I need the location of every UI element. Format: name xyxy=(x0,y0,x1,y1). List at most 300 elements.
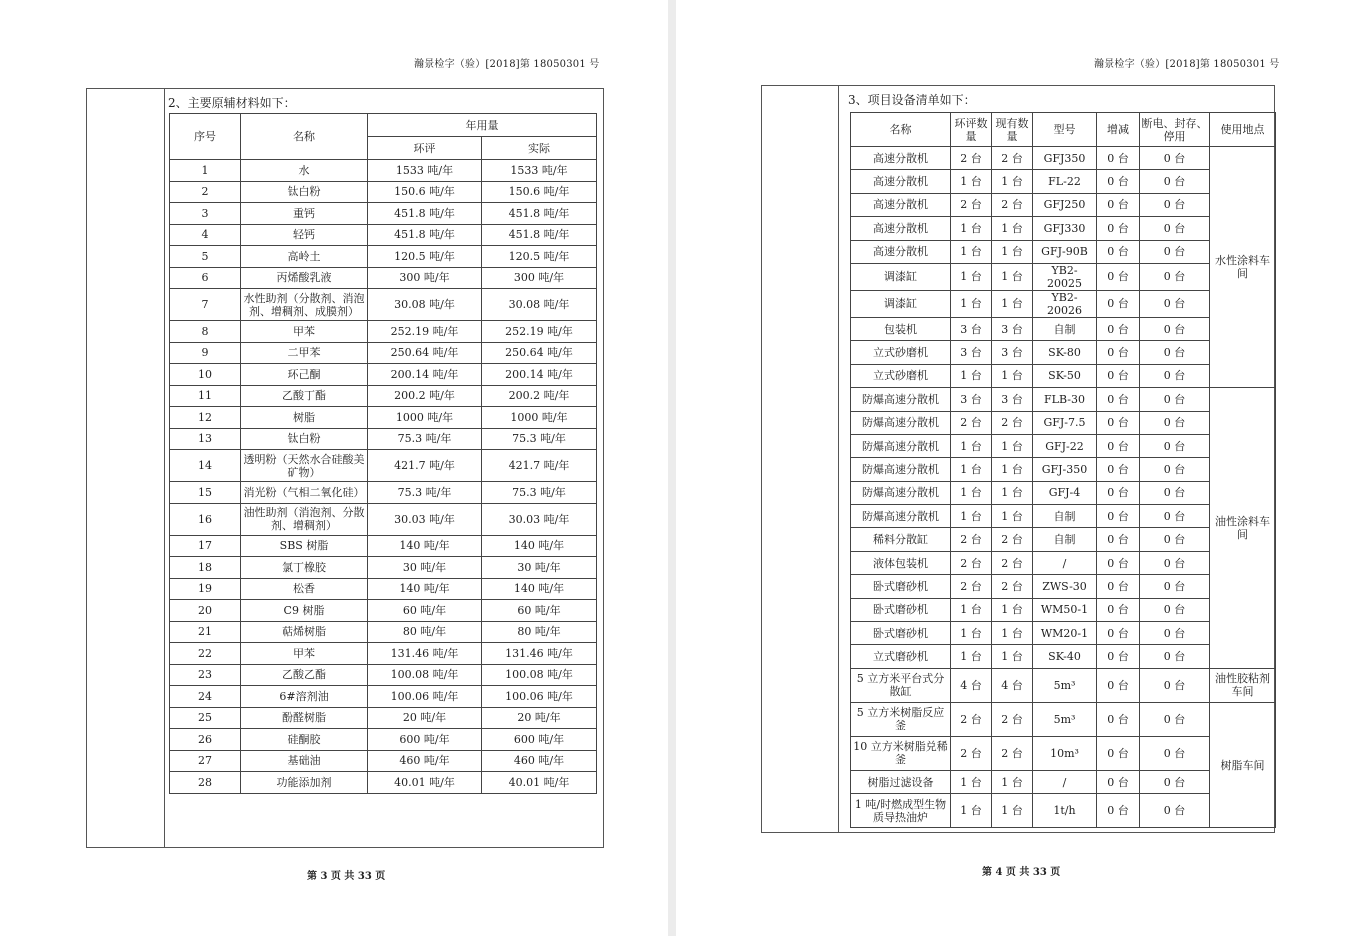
cell-actual: 140 吨/年 xyxy=(482,535,597,557)
cell-actual: 600 吨/年 xyxy=(482,729,597,751)
cell-model: GFJ-350 xyxy=(1033,458,1097,481)
cell-name: 乙酸丁酯 xyxy=(241,385,368,407)
cell-stopped: 0 台 xyxy=(1140,528,1210,551)
cell-name: 调漆缸 xyxy=(851,263,951,290)
cell-name: 高速分散机 xyxy=(851,170,951,193)
cell-eia-qty: 2 台 xyxy=(951,193,992,216)
cell-eia-qty: 1 台 xyxy=(951,505,992,528)
cell-location: 树脂车间 xyxy=(1210,702,1276,827)
cell-name: 防爆高速分散机 xyxy=(851,411,951,434)
section-title: 3、项目设备清单如下： xyxy=(848,93,976,107)
cell-eia: 1533 吨/年 xyxy=(368,160,482,182)
cell-name: 高速分散机 xyxy=(851,217,951,240)
cell-name: 松香 xyxy=(241,578,368,600)
cell-eia: 40.01 吨/年 xyxy=(368,772,482,794)
table-header-row xyxy=(170,114,597,137)
cell-name: 萜烯树脂 xyxy=(241,621,368,643)
cell-eia: 75.3 吨/年 xyxy=(368,482,482,504)
cell-eia: 100.06 吨/年 xyxy=(368,686,482,708)
cell-no: 18 xyxy=(170,557,241,579)
cell-change: 0 台 xyxy=(1097,505,1140,528)
cell-name: 基础油 xyxy=(241,750,368,772)
cell-stopped: 0 台 xyxy=(1140,240,1210,263)
cell-cur-qty: 1 台 xyxy=(992,794,1033,828)
cell-model: GFJ-7.5 xyxy=(1033,411,1097,434)
col-cur-qty: 现有数量 xyxy=(992,113,1033,147)
cell-change: 0 台 xyxy=(1097,170,1140,193)
cell-eia: 200.2 吨/年 xyxy=(368,385,482,407)
cell-change: 0 台 xyxy=(1097,147,1140,170)
cell-eia: 60 吨/年 xyxy=(368,600,482,622)
cell-eia-qty: 4 台 xyxy=(951,668,992,702)
cell-change: 0 台 xyxy=(1097,736,1140,770)
cell-no: 12 xyxy=(170,407,241,429)
table-header-row xyxy=(851,113,1276,147)
cell-cur-qty: 2 台 xyxy=(992,736,1033,770)
materials-table xyxy=(169,113,597,794)
cell-name: 防爆高速分散机 xyxy=(851,388,951,411)
cell-stopped: 0 台 xyxy=(1140,170,1210,193)
cell-name: 液体包装机 xyxy=(851,551,951,574)
cell-eia-qty: 1 台 xyxy=(951,458,992,481)
cell-eia-qty: 1 台 xyxy=(951,770,992,793)
cell-cur-qty: 4 台 xyxy=(992,668,1033,702)
cell-eia: 80 吨/年 xyxy=(368,621,482,643)
cell-actual: 252.19 吨/年 xyxy=(482,321,597,343)
cell-actual: 80 吨/年 xyxy=(482,621,597,643)
cell-stopped: 0 台 xyxy=(1140,147,1210,170)
cell-name: 树脂过滤设备 xyxy=(851,770,951,793)
cell-stopped: 0 台 xyxy=(1140,794,1210,828)
cell-actual: 100.06 吨/年 xyxy=(482,686,597,708)
cell-change: 0 台 xyxy=(1097,217,1140,240)
cell-name: 防爆高速分散机 xyxy=(851,505,951,528)
cell-eia: 300 吨/年 xyxy=(368,267,482,289)
cell-eia-qty: 1 台 xyxy=(951,434,992,457)
cell-no: 7 xyxy=(170,289,241,321)
table-row xyxy=(170,224,597,246)
cell-actual: 451.8 吨/年 xyxy=(482,224,597,246)
cell-model: SK-40 xyxy=(1033,645,1097,668)
cell-no: 11 xyxy=(170,385,241,407)
cell-name: 5 立方米树脂反应釜 xyxy=(851,702,951,736)
cell-no: 8 xyxy=(170,321,241,343)
cell-eia-qty: 1 台 xyxy=(951,263,992,290)
cell-change: 0 台 xyxy=(1097,702,1140,736)
cell-no: 1 xyxy=(170,160,241,182)
cell-actual: 30 吨/年 xyxy=(482,557,597,579)
cell-eia-qty: 2 台 xyxy=(951,551,992,574)
cell-cur-qty: 1 台 xyxy=(992,434,1033,457)
cell-name: 水 xyxy=(241,160,368,182)
cell-no: 6 xyxy=(170,267,241,289)
table-row xyxy=(851,388,1276,411)
cell-name: 1 吨/时燃成型生物质导热油炉 xyxy=(851,794,951,828)
cell-eia-qty: 2 台 xyxy=(951,702,992,736)
cell-actual: 300 吨/年 xyxy=(482,267,597,289)
cell-no: 22 xyxy=(170,643,241,665)
cell-cur-qty: 2 台 xyxy=(992,147,1033,170)
cell-actual: 100.08 吨/年 xyxy=(482,664,597,686)
document-page-4 xyxy=(676,0,1348,936)
cell-name: 高速分散机 xyxy=(851,193,951,216)
cell-stopped: 0 台 xyxy=(1140,645,1210,668)
cell-change: 0 台 xyxy=(1097,528,1140,551)
cell-location: 油性胶粘剂车间 xyxy=(1210,668,1276,702)
cell-actual: 150.6 吨/年 xyxy=(482,181,597,203)
cell-cur-qty: 1 台 xyxy=(992,481,1033,504)
table-row xyxy=(170,772,597,794)
cell-eia-qty: 1 台 xyxy=(951,481,992,504)
cell-name: 防爆高速分散机 xyxy=(851,434,951,457)
cell-eia-qty: 2 台 xyxy=(951,528,992,551)
col-name: 名称 xyxy=(241,114,368,160)
cell-stopped: 0 台 xyxy=(1140,505,1210,528)
table-row xyxy=(170,686,597,708)
cell-eia: 600 吨/年 xyxy=(368,729,482,751)
cell-actual: 1533 吨/年 xyxy=(482,160,597,182)
cell-eia: 30.03 吨/年 xyxy=(368,503,482,535)
cell-eia-qty: 1 台 xyxy=(951,290,992,317)
cell-eia: 30 吨/年 xyxy=(368,557,482,579)
cell-cur-qty: 2 台 xyxy=(992,551,1033,574)
cell-model: SK-80 xyxy=(1033,341,1097,364)
cell-model: 自制 xyxy=(1033,528,1097,551)
cell-no: 21 xyxy=(170,621,241,643)
cell-name: 立式砂磨机 xyxy=(851,364,951,387)
cell-change: 0 台 xyxy=(1097,622,1140,645)
cell-model: YB2-20026 xyxy=(1033,290,1097,317)
cell-location: 油性涂料车间 xyxy=(1210,388,1276,669)
cell-model: FL-22 xyxy=(1033,170,1097,193)
col-annual: 年用量 xyxy=(368,114,597,137)
cell-eia: 140 吨/年 xyxy=(368,578,482,600)
cell-actual: 460 吨/年 xyxy=(482,750,597,772)
cell-name: 酚醛树脂 xyxy=(241,707,368,729)
page-footer: 第 3 页 共 33 页 xyxy=(307,871,386,882)
cell-eia-qty: 1 台 xyxy=(951,598,992,621)
cell-eia-qty: 2 台 xyxy=(951,147,992,170)
cell-cur-qty: 2 台 xyxy=(992,702,1033,736)
cell-eia: 460 吨/年 xyxy=(368,750,482,772)
cell-actual: 451.8 吨/年 xyxy=(482,203,597,225)
cell-no: 26 xyxy=(170,729,241,751)
cell-name: 二甲苯 xyxy=(241,342,368,364)
table-row xyxy=(170,621,597,643)
cell-actual: 120.5 吨/年 xyxy=(482,246,597,268)
cell-model: 5m³ xyxy=(1033,702,1097,736)
cell-no: 9 xyxy=(170,342,241,364)
frame-divider xyxy=(164,88,165,848)
cell-eia-qty: 1 台 xyxy=(951,170,992,193)
cell-name: 立式磨砂机 xyxy=(851,645,951,668)
cell-eia-qty: 1 台 xyxy=(951,622,992,645)
col-eia-qty: 环评数量 xyxy=(951,113,992,147)
cell-eia-qty: 2 台 xyxy=(951,736,992,770)
cell-cur-qty: 1 台 xyxy=(992,770,1033,793)
cell-name: 透明粉（天然水合硅酸美矿物） xyxy=(241,450,368,482)
cell-stopped: 0 台 xyxy=(1140,458,1210,481)
col-eia: 环评 xyxy=(368,137,482,160)
page-header: 瀚景检字（验）[2018]第 18050301 号 xyxy=(1094,59,1280,70)
cell-actual: 30.08 吨/年 xyxy=(482,289,597,321)
cell-no: 24 xyxy=(170,686,241,708)
col-change: 增减 xyxy=(1097,113,1140,147)
cell-no: 17 xyxy=(170,535,241,557)
cell-model: WM20-1 xyxy=(1033,622,1097,645)
table-row xyxy=(170,407,597,429)
cell-cur-qty: 3 台 xyxy=(992,388,1033,411)
cell-name: 氯丁橡胶 xyxy=(241,557,368,579)
cell-eia: 252.19 吨/年 xyxy=(368,321,482,343)
cell-stopped: 0 台 xyxy=(1140,193,1210,216)
page-footer: 第 4 页 共 33 页 xyxy=(982,867,1061,878)
cell-no: 19 xyxy=(170,578,241,600)
cell-change: 0 台 xyxy=(1097,341,1140,364)
col-stopped: 断电、封存、停用 xyxy=(1140,113,1210,147)
cell-no: 28 xyxy=(170,772,241,794)
cell-no: 10 xyxy=(170,364,241,386)
cell-model: / xyxy=(1033,770,1097,793)
cell-cur-qty: 1 台 xyxy=(992,263,1033,290)
cell-change: 0 台 xyxy=(1097,263,1140,290)
table-row xyxy=(170,385,597,407)
cell-name: 高速分散机 xyxy=(851,240,951,263)
cell-eia-qty: 3 台 xyxy=(951,341,992,364)
cell-cur-qty: 1 台 xyxy=(992,170,1033,193)
cell-name: 高岭土 xyxy=(241,246,368,268)
cell-cur-qty: 3 台 xyxy=(992,317,1033,340)
cell-model: GFJ-22 xyxy=(1033,434,1097,457)
cell-no: 23 xyxy=(170,664,241,686)
table-row xyxy=(170,557,597,579)
cell-no: 3 xyxy=(170,203,241,225)
col-name: 名称 xyxy=(851,113,951,147)
cell-model: GFJ350 xyxy=(1033,147,1097,170)
table-row xyxy=(170,503,597,535)
cell-cur-qty: 2 台 xyxy=(992,411,1033,434)
cell-stopped: 0 台 xyxy=(1140,481,1210,504)
table-row xyxy=(170,267,597,289)
cell-stopped: 0 台 xyxy=(1140,364,1210,387)
cell-name: 钛白粉 xyxy=(241,181,368,203)
cell-model: YB2-20025 xyxy=(1033,263,1097,290)
cell-change: 0 台 xyxy=(1097,551,1140,574)
cell-name: 树脂 xyxy=(241,407,368,429)
cell-model: / xyxy=(1033,551,1097,574)
cell-name: 油性助剂（消泡剂、分散剂、增稠剂） xyxy=(241,503,368,535)
cell-model: 自制 xyxy=(1033,505,1097,528)
cell-actual: 1000 吨/年 xyxy=(482,407,597,429)
cell-name: 卧式磨砂机 xyxy=(851,598,951,621)
cell-change: 0 台 xyxy=(1097,193,1140,216)
cell-actual: 140 吨/年 xyxy=(482,578,597,600)
cell-change: 0 台 xyxy=(1097,598,1140,621)
cell-stopped: 0 台 xyxy=(1140,668,1210,702)
cell-name: 环己酮 xyxy=(241,364,368,386)
cell-actual: 200.2 吨/年 xyxy=(482,385,597,407)
cell-actual: 40.01 吨/年 xyxy=(482,772,597,794)
cell-name: 甲苯 xyxy=(241,321,368,343)
table-row xyxy=(851,668,1276,702)
cell-stopped: 0 台 xyxy=(1140,411,1210,434)
cell-eia: 131.46 吨/年 xyxy=(368,643,482,665)
cell-eia-qty: 2 台 xyxy=(951,411,992,434)
table-row xyxy=(170,203,597,225)
cell-eia-qty: 1 台 xyxy=(951,240,992,263)
cell-change: 0 台 xyxy=(1097,575,1140,598)
cell-name: 6#溶剂油 xyxy=(241,686,368,708)
cell-eia: 451.8 吨/年 xyxy=(368,224,482,246)
cell-model: FLB-30 xyxy=(1033,388,1097,411)
table-row xyxy=(170,364,597,386)
cell-cur-qty: 1 台 xyxy=(992,645,1033,668)
cell-eia-qty: 1 台 xyxy=(951,645,992,668)
page-header: 瀚景检字（验）[2018]第 18050301 号 xyxy=(414,59,600,70)
cell-change: 0 台 xyxy=(1097,240,1140,263)
table-row xyxy=(170,535,597,557)
table-row xyxy=(170,729,597,751)
cell-change: 0 台 xyxy=(1097,411,1140,434)
cell-stopped: 0 台 xyxy=(1140,263,1210,290)
cell-eia: 200.14 吨/年 xyxy=(368,364,482,386)
cell-eia-qty: 1 台 xyxy=(951,217,992,240)
cell-eia: 30.08 吨/年 xyxy=(368,289,482,321)
cell-name: 乙酸乙酯 xyxy=(241,664,368,686)
cell-model: GFJ330 xyxy=(1033,217,1097,240)
cell-no: 16 xyxy=(170,503,241,535)
table-row xyxy=(851,702,1276,736)
cell-stopped: 0 台 xyxy=(1140,736,1210,770)
cell-change: 0 台 xyxy=(1097,317,1140,340)
section-title: 2、主要原辅材料如下： xyxy=(168,96,296,110)
table-row xyxy=(170,578,597,600)
cell-actual: 20 吨/年 xyxy=(482,707,597,729)
cell-eia-qty: 1 台 xyxy=(951,364,992,387)
cell-eia: 100.08 吨/年 xyxy=(368,664,482,686)
cell-stopped: 0 台 xyxy=(1140,598,1210,621)
col-no: 序号 xyxy=(170,114,241,160)
col-actual: 实际 xyxy=(482,137,597,160)
cell-cur-qty: 3 台 xyxy=(992,341,1033,364)
cell-name: 丙烯酸乳液 xyxy=(241,267,368,289)
cell-change: 0 台 xyxy=(1097,388,1140,411)
cell-name: 防爆高速分散机 xyxy=(851,481,951,504)
cell-change: 0 台 xyxy=(1097,645,1140,668)
cell-eia: 250.64 吨/年 xyxy=(368,342,482,364)
cell-stopped: 0 台 xyxy=(1140,622,1210,645)
cell-name: 轻钙 xyxy=(241,224,368,246)
cell-eia: 140 吨/年 xyxy=(368,535,482,557)
cell-change: 0 台 xyxy=(1097,794,1140,828)
cell-eia: 150.6 吨/年 xyxy=(368,181,482,203)
cell-stopped: 0 台 xyxy=(1140,770,1210,793)
col-location: 使用地点 xyxy=(1210,113,1276,147)
cell-name: 卧式磨砂机 xyxy=(851,575,951,598)
cell-actual: 30.03 吨/年 xyxy=(482,503,597,535)
table-row xyxy=(170,643,597,665)
cell-model: GFJ-90B xyxy=(1033,240,1097,263)
equipment-table xyxy=(850,112,1276,828)
cell-change: 0 台 xyxy=(1097,481,1140,504)
cell-actual: 75.3 吨/年 xyxy=(482,428,597,450)
table-row xyxy=(851,147,1276,170)
cell-name: 甲苯 xyxy=(241,643,368,665)
cell-model: GFJ-4 xyxy=(1033,481,1097,504)
cell-actual: 60 吨/年 xyxy=(482,600,597,622)
table-row xyxy=(170,289,597,321)
cell-name: 稀料分散缸 xyxy=(851,528,951,551)
cell-name: 重钙 xyxy=(241,203,368,225)
cell-cur-qty: 1 台 xyxy=(992,240,1033,263)
cell-name: 10 立方米树脂兑稀釜 xyxy=(851,736,951,770)
cell-model: 自制 xyxy=(1033,317,1097,340)
cell-cur-qty: 2 台 xyxy=(992,528,1033,551)
table-row xyxy=(170,450,597,482)
cell-name: 包装机 xyxy=(851,317,951,340)
cell-name: 水性助剂（分散剂、消泡剂、增稠剂、成膜剂） xyxy=(241,289,368,321)
cell-change: 0 台 xyxy=(1097,290,1140,317)
cell-change: 0 台 xyxy=(1097,434,1140,457)
cell-stopped: 0 台 xyxy=(1140,551,1210,574)
cell-cur-qty: 2 台 xyxy=(992,575,1033,598)
cell-eia-qty: 3 台 xyxy=(951,317,992,340)
cell-eia: 120.5 吨/年 xyxy=(368,246,482,268)
cell-name: 高速分散机 xyxy=(851,147,951,170)
table-row xyxy=(170,181,597,203)
cell-no: 15 xyxy=(170,482,241,504)
cell-eia: 421.7 吨/年 xyxy=(368,450,482,482)
cell-change: 0 台 xyxy=(1097,364,1140,387)
cell-eia: 20 吨/年 xyxy=(368,707,482,729)
table-row xyxy=(170,482,597,504)
cell-cur-qty: 1 台 xyxy=(992,364,1033,387)
cell-model: 5m³ xyxy=(1033,668,1097,702)
cell-cur-qty: 2 台 xyxy=(992,193,1033,216)
cell-name: C9 树脂 xyxy=(241,600,368,622)
cell-stopped: 0 台 xyxy=(1140,317,1210,340)
cell-name: 钛白粉 xyxy=(241,428,368,450)
cell-no: 4 xyxy=(170,224,241,246)
cell-cur-qty: 1 台 xyxy=(992,505,1033,528)
table-row xyxy=(170,246,597,268)
cell-no: 27 xyxy=(170,750,241,772)
cell-model: GFJ250 xyxy=(1033,193,1097,216)
cell-change: 0 台 xyxy=(1097,770,1140,793)
cell-actual: 250.64 吨/年 xyxy=(482,342,597,364)
cell-cur-qty: 1 台 xyxy=(992,290,1033,317)
cell-actual: 200.14 吨/年 xyxy=(482,364,597,386)
cell-stopped: 0 台 xyxy=(1140,575,1210,598)
cell-model: ZWS-30 xyxy=(1033,575,1097,598)
cell-cur-qty: 1 台 xyxy=(992,598,1033,621)
cell-no: 2 xyxy=(170,181,241,203)
cell-name: 防爆高速分散机 xyxy=(851,458,951,481)
cell-no: 13 xyxy=(170,428,241,450)
cell-no: 5 xyxy=(170,246,241,268)
cell-actual: 75.3 吨/年 xyxy=(482,482,597,504)
cell-location: 水性涂料车间 xyxy=(1210,147,1276,388)
cell-stopped: 0 台 xyxy=(1140,434,1210,457)
cell-no: 25 xyxy=(170,707,241,729)
cell-no: 14 xyxy=(170,450,241,482)
table-row xyxy=(170,321,597,343)
cell-stopped: 0 台 xyxy=(1140,217,1210,240)
cell-no: 20 xyxy=(170,600,241,622)
cell-name: 调漆缸 xyxy=(851,290,951,317)
cell-stopped: 0 台 xyxy=(1140,341,1210,364)
cell-name: 卧式磨砂机 xyxy=(851,622,951,645)
